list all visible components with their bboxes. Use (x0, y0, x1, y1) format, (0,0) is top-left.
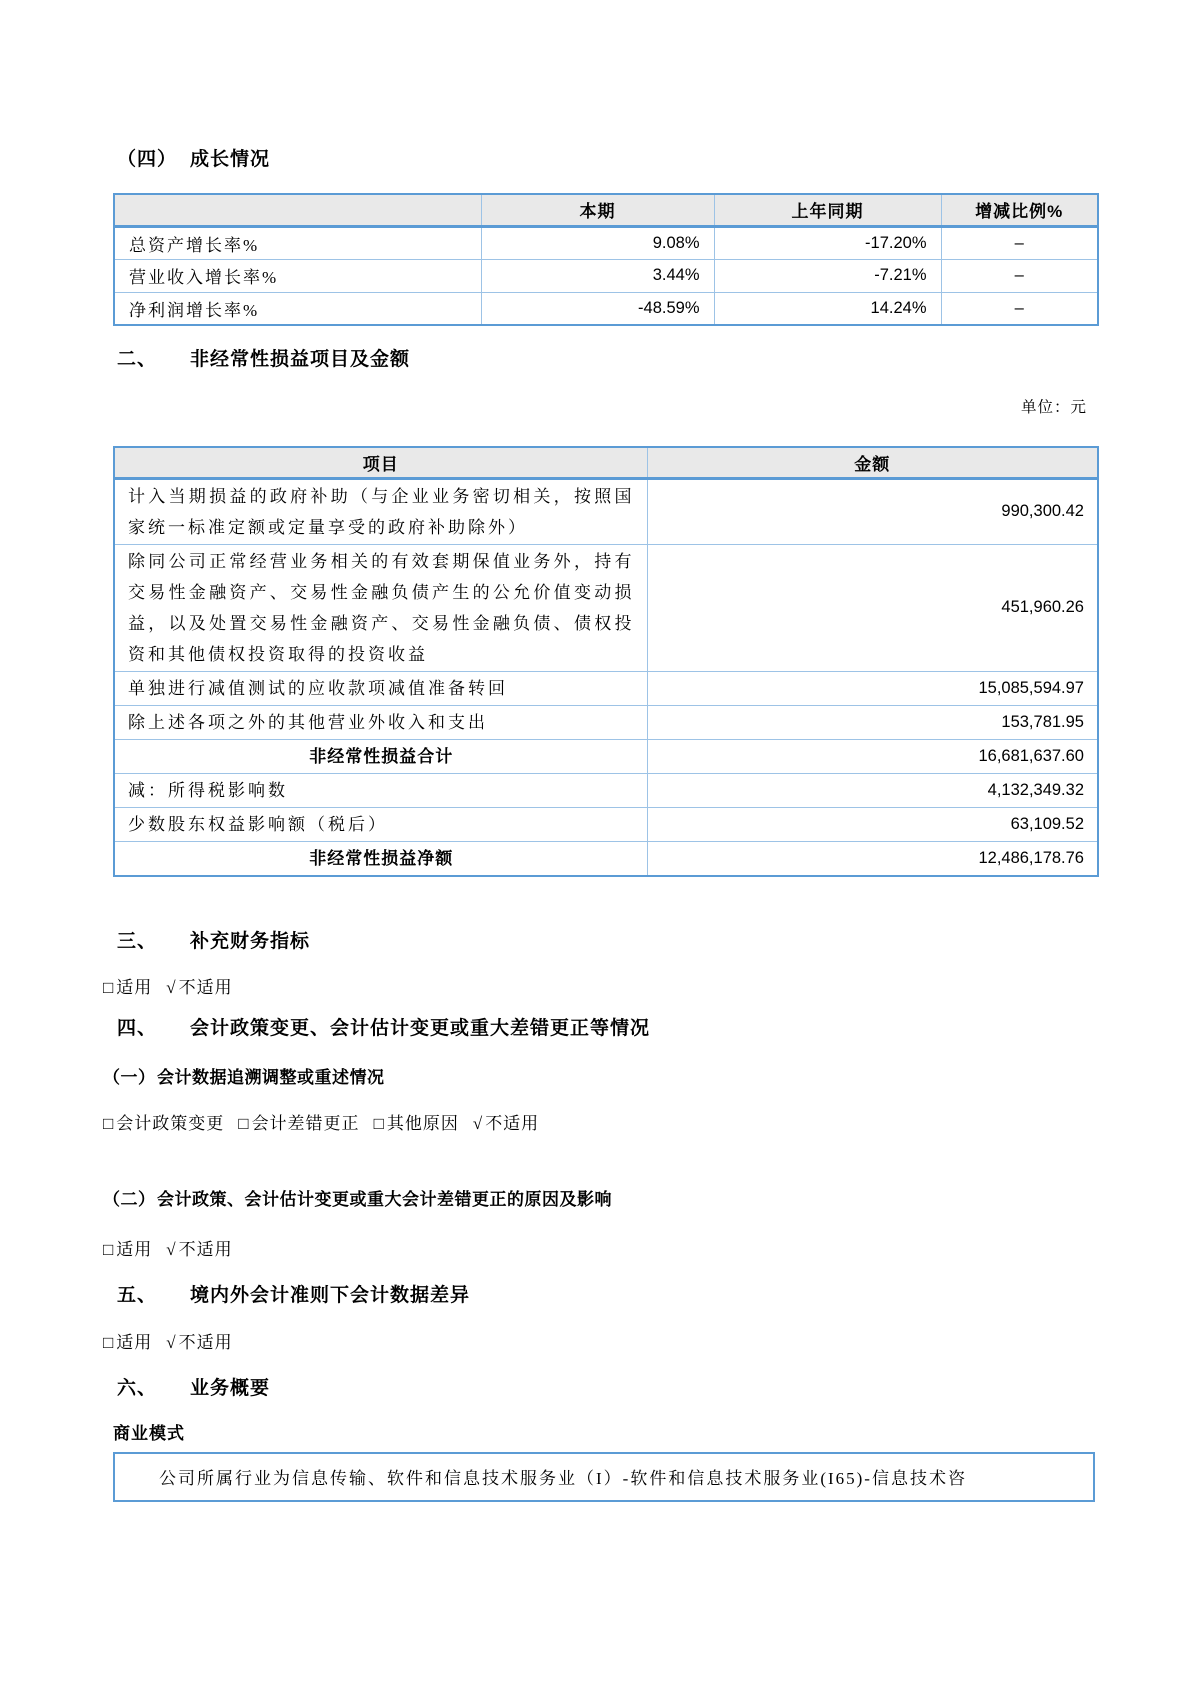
section-heading-nonrecurring (117, 348, 1097, 372)
prior-period-cell: -17.20% (714, 226, 941, 259)
amount-cell: 12,486,178.76 (647, 841, 1098, 876)
section-title: 成长情况 (190, 149, 271, 170)
checkbox-option-label: 会计差错更正 (251, 1113, 360, 1133)
section-heading-business-overview (117, 1377, 1097, 1401)
checkbox-option (238, 1114, 359, 1133)
unchecked-box-icon: □ (103, 977, 115, 997)
section-label: 六、 (117, 1377, 158, 1399)
unchecked-box-icon: □ (103, 1113, 115, 1133)
header-cell-change: 增减比例% (941, 194, 1098, 226)
checkbox-option (374, 1114, 459, 1133)
growth-table-row (114, 292, 1098, 325)
business-model-text: 公司所属行业为信息传输、软件和信息技术服务业（I）-软件和信息技术服务业(I65)-信息技术咨 (159, 1469, 967, 1488)
nonrecurring-table-row (114, 841, 1098, 876)
section-heading-growth (117, 148, 1097, 172)
header-cell-item: 项目 (114, 447, 647, 478)
checkbox-option-label: 其他原因 (386, 1113, 459, 1133)
section-title: 业务概要 (190, 1377, 271, 1399)
checkbox-option-label: 不适用 (178, 1239, 233, 1259)
section-title: 非经常性损益项目及金额 (190, 349, 411, 370)
nonrecurring-table-row (114, 671, 1098, 705)
checkbox-option (103, 978, 152, 997)
checkbox-option-label: 适用 (116, 1239, 153, 1259)
checkbox-option (473, 1114, 539, 1133)
checkbox-option-label: 会计政策变更 (116, 1113, 225, 1133)
current-period-cell: -48.59% (481, 292, 714, 325)
checkbox-option-label: 不适用 (485, 1113, 540, 1133)
indicator-label-cell: 总资产增长率% (114, 226, 481, 259)
growth-table-row (114, 259, 1098, 292)
business-model-box (113, 1452, 1095, 1502)
checked-mark-icon: √ (166, 1332, 177, 1352)
item-cell: 除同公司正常经营业务相关的有效套期保值业务外，持有交易性金融资产、交易性金融负债产生的公允价值变动损益，以及处置交易性金融资产、交易性金融负债、债权投资和其他债权投资取得的投资收益 (114, 544, 647, 671)
amount-cell: 990,300.42 (647, 478, 1098, 544)
section-label: 二、 (117, 349, 158, 370)
checked-mark-icon: √ (472, 1113, 484, 1133)
section-label: 五、 (117, 1284, 158, 1306)
section-label: 三、 (117, 930, 158, 952)
item-cell: 少数股东权益影响额（税后） (114, 807, 647, 841)
checkbox-option (166, 1240, 232, 1259)
nonrecurring-table-row (114, 807, 1098, 841)
checkbox-option (103, 1114, 224, 1133)
header-cell-prior: 上年同期 (714, 194, 941, 226)
change-ratio-cell: – (941, 226, 1098, 259)
applicability-line (103, 977, 1097, 998)
applicability-line (103, 1239, 1097, 1260)
nonrecurring-table-row (114, 739, 1098, 773)
nonrecurring-table-row (114, 478, 1098, 544)
nonrecurring-table-row (114, 705, 1098, 739)
amount-cell: 4,132,349.32 (647, 773, 1098, 807)
business-model-heading: 商业模式 (113, 1423, 185, 1443)
subsection-title: 会计政策、会计估计变更或重大会计差错更正的原因及影响 (157, 1189, 612, 1209)
section-title: 境内外会计准则下会计数据差异 (190, 1284, 471, 1306)
checked-mark-icon: √ (166, 1239, 177, 1259)
item-cell: 减：所得税影响数 (114, 773, 647, 807)
growth-table-row (114, 226, 1098, 259)
header-cell-amount: 金额 (647, 447, 1098, 478)
unchecked-box-icon: □ (238, 1113, 250, 1133)
unchecked-box-icon: □ (103, 1332, 115, 1352)
section-title: 会计政策变更、会计估计变更或重大差错更正等情况 (190, 1017, 651, 1039)
checkbox-option (103, 1333, 152, 1352)
change-types-line (103, 1113, 1097, 1134)
section-heading-supplementary (117, 930, 1097, 954)
amount-cell: 15,085,594.97 (647, 671, 1098, 705)
subsection-heading-change-reasons (103, 1189, 1097, 1211)
item-cell: 除上述各项之外的其他营业外收入和支出 (114, 705, 647, 739)
indicator-label-cell: 净利润增长率% (114, 292, 481, 325)
checkbox-option-label: 不适用 (178, 1332, 233, 1352)
prior-period-cell: -7.21% (714, 259, 941, 292)
amount-cell: 16,681,637.60 (647, 739, 1098, 773)
current-period-cell: 3.44% (481, 259, 714, 292)
checkbox-option (166, 1333, 232, 1352)
current-period-cell: 9.08% (481, 226, 714, 259)
checkbox-option (166, 978, 232, 997)
change-ratio-cell: – (941, 292, 1098, 325)
subsection-label: （二） (103, 1189, 156, 1209)
growth-table (113, 193, 1099, 326)
item-cell: 单独进行减值测试的应收款项减值准备转回 (114, 671, 647, 705)
checkbox-option (103, 1240, 152, 1259)
unchecked-box-icon: □ (373, 1113, 385, 1133)
checkbox-option-label: 适用 (116, 977, 153, 997)
section-heading-accounting-changes (117, 1017, 1097, 1041)
indicator-label-cell: 营业收入增长率% (114, 259, 481, 292)
nonrecurring-table-row (114, 773, 1098, 807)
section-title: 补充财务指标 (190, 930, 311, 952)
growth-table-header-row (114, 194, 1098, 226)
section-label: 四、 (117, 1017, 158, 1039)
checkbox-option-label: 不适用 (178, 977, 233, 997)
section-label: （四） (117, 149, 178, 170)
nonrecurring-table-row (114, 544, 1098, 671)
header-cell-current: 本期 (481, 194, 714, 226)
item-cell: 计入当期损益的政府补助（与企业业务密切相关，按照国家统一标准定额或定量享受的政府补助除外） (114, 478, 647, 544)
amount-cell: 63,109.52 (647, 807, 1098, 841)
section-heading-standards-diff (117, 1284, 1097, 1308)
applicability-line (103, 1332, 1097, 1353)
subsection-label: （一） (103, 1067, 156, 1087)
amount-cell: 451,960.26 (647, 544, 1098, 671)
growth-table-body (114, 226, 1098, 325)
checkbox-option-label: 适用 (116, 1332, 153, 1352)
amount-cell: 153,781.95 (647, 705, 1098, 739)
header-cell-blank (114, 194, 481, 226)
checked-mark-icon: √ (166, 977, 177, 997)
change-ratio-cell: – (941, 259, 1098, 292)
nonrecurring-table-header-row (114, 447, 1098, 478)
unit-note: 单位：元 (1020, 399, 1087, 416)
nonrecurring-table-body (114, 478, 1098, 876)
subsection-heading-retrospective (103, 1067, 1097, 1089)
item-cell: 非经常性损益合计 (114, 739, 647, 773)
item-cell: 非经常性损益净额 (114, 841, 647, 876)
unchecked-box-icon: □ (103, 1239, 115, 1259)
subsection-title: 会计数据追溯调整或重述情况 (157, 1067, 385, 1087)
prior-period-cell: 14.24% (714, 292, 941, 325)
nonrecurring-table (113, 446, 1099, 877)
